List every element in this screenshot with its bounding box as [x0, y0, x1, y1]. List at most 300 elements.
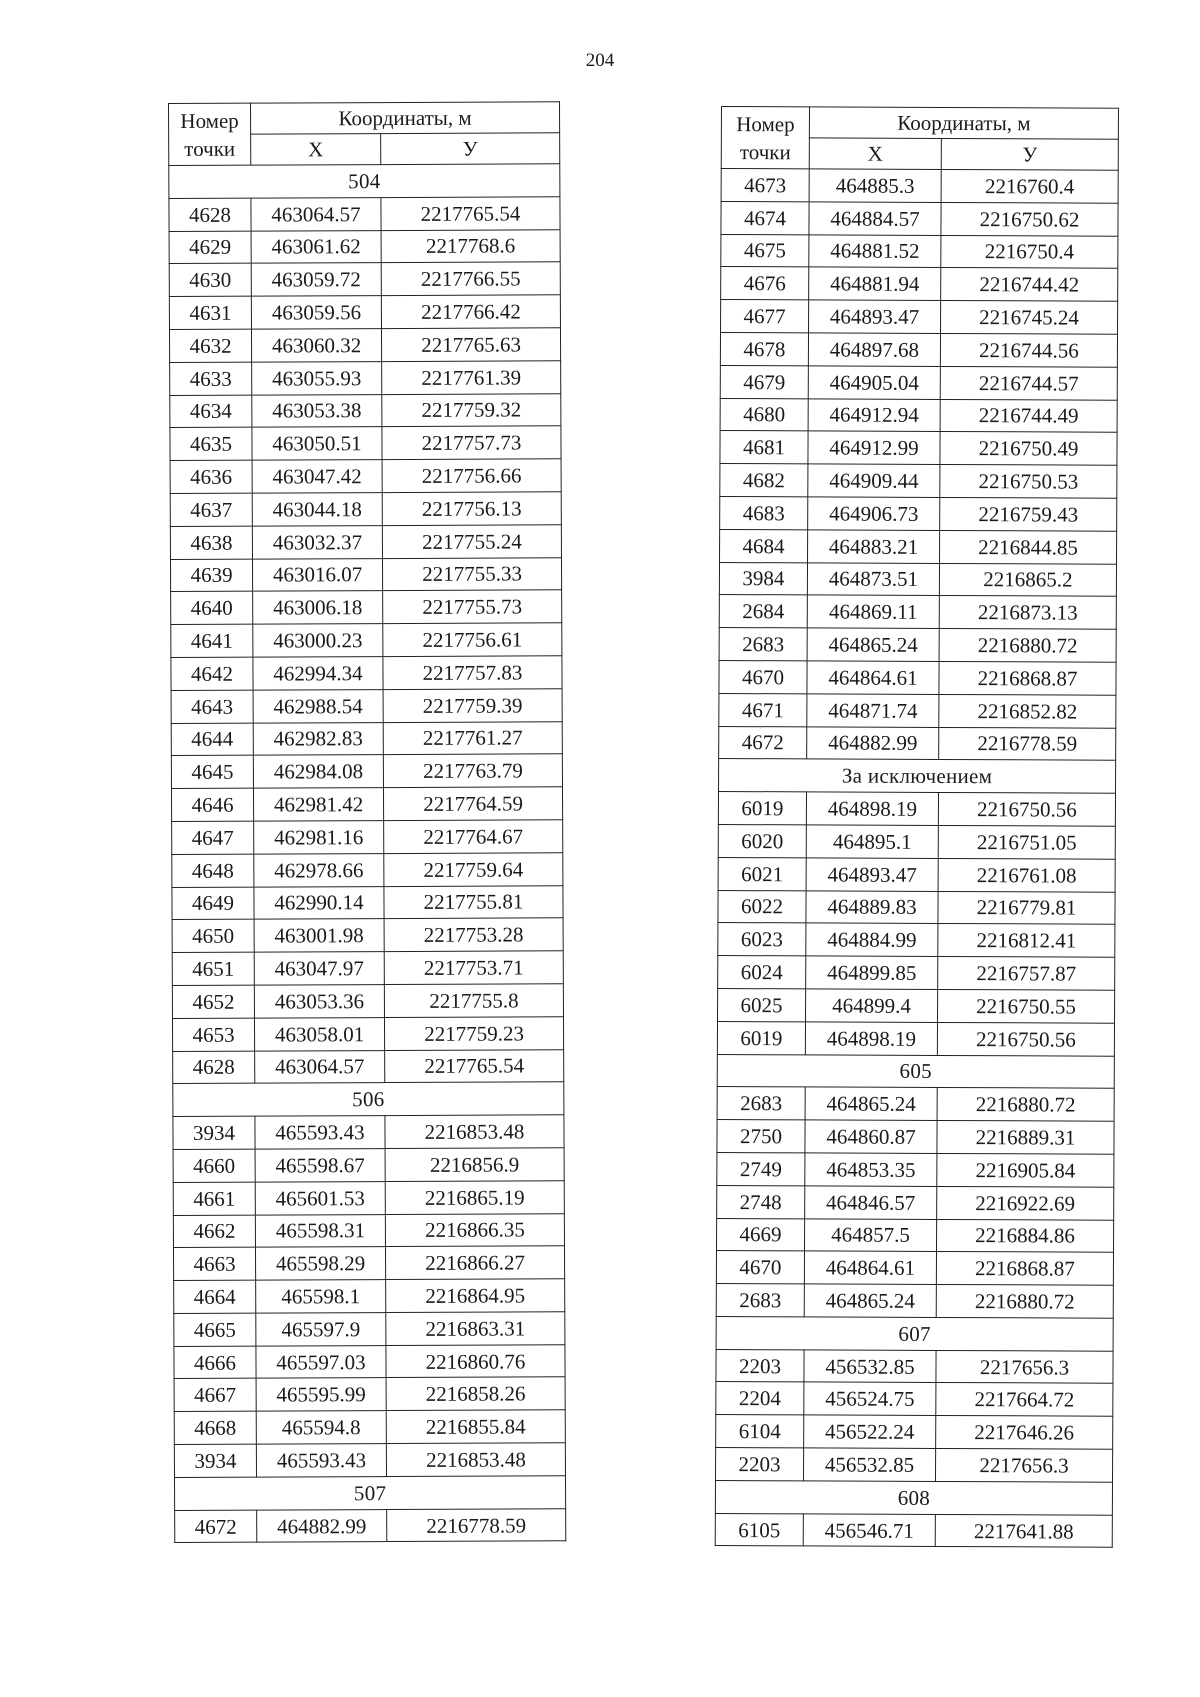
x-coordinate-cell: 465594.8	[256, 1411, 386, 1444]
y-coordinate-cell: 2217765.54	[385, 1049, 564, 1083]
point-number-cell: 4638	[170, 526, 252, 559]
point-number-cell: 2683	[719, 628, 807, 661]
point-number-cell: 4645	[171, 755, 253, 788]
x-coordinate-cell: 464893.47	[809, 300, 941, 333]
y-coordinate-cell: 2217656.3	[936, 1449, 1113, 1483]
header-coordinates: Координаты, м	[251, 102, 560, 134]
point-number-cell: 4664	[174, 1280, 256, 1313]
y-coordinate-cell: 2217755.24	[382, 525, 561, 559]
table-row	[720, 398, 1117, 433]
table-row	[174, 1377, 565, 1412]
point-number-cell: 4651	[172, 952, 254, 985]
y-coordinate-cell: 2216858.26	[386, 1377, 565, 1411]
header-point-number-line2: точки	[739, 139, 791, 164]
y-coordinate-cell: 2216745.24	[941, 301, 1118, 335]
point-number-cell: 4639	[170, 559, 252, 592]
x-coordinate-cell: 464893.47	[806, 858, 938, 891]
point-number-cell: 4676	[721, 267, 809, 300]
table-row	[173, 1246, 564, 1281]
coordinates-table-left	[168, 101, 566, 1543]
y-coordinate-cell: 2216761.08	[938, 858, 1115, 892]
y-coordinate-cell: 2216863.31	[386, 1312, 565, 1346]
table-row	[720, 365, 1117, 400]
point-number-cell: 4684	[720, 529, 808, 562]
section-row	[716, 1316, 1113, 1351]
x-coordinate-cell: 464898.19	[805, 1022, 937, 1055]
point-number-cell: 4629	[169, 231, 251, 264]
table-row	[171, 721, 562, 756]
y-coordinate-cell: 2216778.59	[387, 1508, 566, 1542]
table-row	[721, 169, 1118, 204]
y-coordinate-cell: 2217759.39	[383, 689, 562, 723]
table-row	[170, 492, 561, 527]
point-number-cell: 2750	[717, 1120, 805, 1153]
x-coordinate-cell: 464884.57	[809, 202, 941, 235]
table-row	[717, 1120, 1114, 1155]
table-row	[170, 525, 561, 560]
section-row	[715, 1480, 1112, 1515]
point-number-cell: 4633	[170, 362, 252, 395]
y-coordinate-cell: 2216750.56	[938, 793, 1115, 827]
x-coordinate-cell: 463061.62	[251, 230, 381, 263]
table-row	[716, 1415, 1113, 1450]
point-number-cell: 4635	[170, 428, 252, 461]
point-number-cell: 6025	[718, 988, 806, 1021]
table-body	[169, 164, 566, 1543]
table-row	[171, 656, 562, 691]
x-coordinate-cell: 463053.36	[254, 984, 384, 1017]
point-number-cell: 4670	[716, 1251, 804, 1284]
point-number-cell: 2748	[717, 1185, 805, 1218]
table-row	[169, 229, 560, 264]
y-coordinate-cell: 2217764.59	[383, 787, 562, 821]
x-coordinate-cell: 463059.56	[251, 296, 381, 329]
point-number-cell: 4632	[169, 329, 251, 362]
y-coordinate-cell: 2216880.72	[936, 1285, 1113, 1319]
table-row	[716, 1251, 1113, 1286]
header-x: X	[251, 134, 381, 166]
point-number-cell: 2683	[716, 1284, 804, 1317]
x-coordinate-cell: 464899.85	[806, 956, 938, 989]
y-coordinate-cell: 2217753.71	[384, 951, 563, 985]
y-coordinate-cell: 2216880.72	[937, 1088, 1114, 1122]
x-coordinate-cell: 464853.35	[805, 1153, 937, 1186]
point-number-cell: 4665	[174, 1313, 256, 1346]
point-number-cell: 6104	[716, 1415, 804, 1448]
x-coordinate-cell: 463000.23	[253, 624, 383, 657]
y-coordinate-cell: 2216864.95	[386, 1279, 565, 1313]
x-coordinate-cell: 464881.94	[809, 267, 941, 300]
y-coordinate-cell: 2217756.61	[383, 623, 562, 657]
table-row	[716, 1448, 1113, 1483]
y-coordinate-cell: 2216866.35	[385, 1213, 564, 1247]
point-number-cell: 4672	[175, 1510, 257, 1543]
table-row	[172, 853, 563, 888]
x-coordinate-cell: 462988.54	[253, 689, 383, 722]
y-coordinate-cell: 2216866.27	[385, 1246, 564, 1280]
x-coordinate-cell: 463064.57	[255, 1050, 385, 1083]
section-label: 607	[716, 1316, 1113, 1351]
table-row	[171, 590, 562, 625]
x-coordinate-cell: 465598.29	[255, 1247, 385, 1280]
table-row	[720, 529, 1117, 564]
y-coordinate-cell: 2217755.33	[382, 557, 561, 591]
x-coordinate-cell: 456546.71	[803, 1514, 935, 1547]
header-point-number-line1: Номер	[180, 108, 239, 133]
y-coordinate-cell: 2216865.2	[939, 563, 1116, 597]
y-coordinate-cell: 2216855.84	[386, 1410, 565, 1444]
y-coordinate-cell: 2216905.84	[937, 1153, 1114, 1187]
point-number-cell: 2203	[716, 1349, 804, 1382]
table-row	[172, 984, 563, 1019]
y-coordinate-cell: 2217761.27	[383, 721, 562, 755]
x-coordinate-cell: 462981.42	[253, 788, 383, 821]
y-coordinate-cell: 2216812.41	[938, 924, 1115, 958]
x-coordinate-cell: 456522.24	[804, 1415, 936, 1448]
y-coordinate-cell: 2217641.88	[935, 1514, 1112, 1548]
y-coordinate-cell: 2217757.73	[382, 426, 561, 460]
y-coordinate-cell: 2217764.67	[384, 820, 563, 854]
x-coordinate-cell: 463047.97	[254, 952, 384, 985]
table-row	[719, 562, 1116, 597]
y-coordinate-cell: 2216750.55	[938, 989, 1115, 1023]
x-coordinate-cell: 463001.98	[254, 919, 384, 952]
table-row	[171, 787, 562, 822]
header-point-number-line1: Номер	[736, 111, 795, 136]
table-row	[174, 1443, 565, 1478]
y-coordinate-cell: 2217766.55	[381, 262, 560, 296]
point-number-cell: 4650	[172, 919, 254, 952]
header-point-number-line2: точки	[184, 136, 236, 161]
point-number-cell: 4674	[721, 201, 809, 234]
point-number-cell: 4670	[719, 660, 807, 693]
table-row	[717, 1185, 1114, 1220]
table-row	[718, 923, 1115, 958]
y-coordinate-cell: 2216750.56	[937, 1022, 1114, 1056]
point-number-cell: 4671	[719, 693, 807, 726]
section-label: 504	[169, 164, 560, 199]
point-number-cell: 4642	[171, 657, 253, 690]
x-coordinate-cell: 465598.67	[255, 1148, 385, 1181]
point-number-cell: 2684	[719, 595, 807, 628]
x-coordinate-cell: 462982.83	[253, 722, 383, 755]
section-label: 506	[173, 1082, 564, 1117]
table-row	[718, 890, 1115, 925]
point-number-cell: 4681	[720, 431, 808, 464]
x-coordinate-cell: 464885.3	[809, 169, 941, 202]
x-coordinate-cell: 463059.72	[251, 263, 381, 296]
table-row	[173, 1049, 564, 1084]
y-coordinate-cell: 2216873.13	[939, 596, 1116, 630]
x-coordinate-cell: 462978.66	[254, 853, 384, 886]
y-coordinate-cell: 2216889.31	[937, 1121, 1114, 1155]
section-row	[717, 1054, 1114, 1089]
point-number-cell: 4662	[173, 1215, 255, 1248]
y-coordinate-cell: 2217759.23	[384, 1017, 563, 1051]
point-number-cell: 2203	[716, 1448, 804, 1481]
table-row	[170, 393, 561, 428]
point-number-cell: 4673	[721, 169, 809, 202]
point-number-cell: 4672	[719, 726, 807, 759]
table-row	[174, 1410, 565, 1445]
point-number-cell: 4678	[720, 332, 808, 365]
header-point-number	[721, 107, 809, 169]
y-coordinate-cell: 2217768.6	[381, 229, 560, 263]
x-coordinate-cell: 462990.14	[254, 886, 384, 919]
x-coordinate-cell: 463053.38	[252, 394, 382, 427]
point-number-cell: 4640	[171, 591, 253, 624]
table-row	[717, 1152, 1114, 1187]
table-row	[718, 988, 1115, 1023]
table-row	[169, 262, 560, 297]
x-coordinate-cell: 465595.99	[256, 1378, 386, 1411]
point-number-cell: 4660	[173, 1149, 255, 1182]
point-number-cell: 4644	[171, 723, 253, 756]
y-coordinate-cell: 2217761.39	[382, 361, 561, 395]
point-number-cell: 6023	[718, 923, 806, 956]
x-coordinate-cell: 465597.9	[256, 1312, 386, 1345]
table-row	[716, 1284, 1113, 1319]
table-row	[172, 885, 563, 920]
section-row	[719, 759, 1116, 794]
x-coordinate-cell: 464912.99	[808, 431, 940, 464]
point-number-cell: 6019	[717, 1021, 805, 1054]
point-number-cell: 4630	[169, 264, 251, 297]
table-row	[716, 1382, 1113, 1417]
y-coordinate-cell: 2216844.85	[940, 530, 1117, 564]
x-coordinate-cell: 464873.51	[807, 562, 939, 595]
x-coordinate-cell: 464906.73	[808, 497, 940, 530]
x-coordinate-cell: 463047.42	[252, 460, 382, 493]
table-row	[173, 1213, 564, 1248]
point-number-cell: 4628	[169, 198, 251, 231]
x-coordinate-cell: 463060.32	[251, 329, 381, 362]
y-coordinate-cell: 2217646.26	[936, 1416, 1113, 1450]
x-coordinate-cell: 464912.94	[808, 398, 940, 431]
y-coordinate-cell: 2216853.48	[385, 1115, 564, 1149]
x-coordinate-cell: 456532.85	[804, 1350, 936, 1383]
section-row	[169, 164, 560, 199]
y-coordinate-cell: 2217765.63	[381, 328, 560, 362]
table-row	[719, 595, 1116, 630]
x-coordinate-cell: 464860.87	[805, 1120, 937, 1153]
y-coordinate-cell: 2216744.42	[941, 268, 1118, 302]
x-coordinate-cell: 463055.93	[252, 361, 382, 394]
table-row	[170, 426, 561, 461]
table-row	[720, 464, 1117, 499]
x-coordinate-cell: 463064.57	[251, 197, 381, 230]
table-row	[175, 1508, 566, 1543]
table-row	[172, 918, 563, 953]
table-row	[717, 1021, 1114, 1056]
point-number-cell: 4677	[721, 300, 809, 333]
x-coordinate-cell: 465593.43	[255, 1116, 385, 1149]
point-number-cell: 4643	[171, 690, 253, 723]
table-row	[173, 1115, 564, 1150]
point-number-cell: 4682	[720, 464, 808, 497]
x-coordinate-cell: 464864.61	[807, 661, 939, 694]
point-number-cell: 2749	[717, 1152, 805, 1185]
y-coordinate-cell: 2216744.57	[940, 366, 1117, 400]
table-row	[720, 496, 1117, 531]
point-number-cell: 6024	[718, 956, 806, 989]
section-label: 605	[717, 1054, 1114, 1089]
point-number-cell: 4683	[720, 496, 808, 529]
x-coordinate-cell: 464895.1	[806, 825, 938, 858]
section-label: 608	[715, 1480, 1112, 1515]
y-coordinate-cell: 2217753.28	[384, 918, 563, 952]
x-coordinate-cell: 464882.99	[257, 1509, 387, 1542]
y-coordinate-cell: 2216778.59	[939, 727, 1116, 761]
x-coordinate-cell: 464897.68	[808, 333, 940, 366]
header-point-number	[169, 103, 251, 165]
x-coordinate-cell: 465598.1	[256, 1280, 386, 1313]
x-coordinate-cell: 464865.24	[804, 1284, 936, 1317]
x-coordinate-cell: 463032.37	[252, 525, 382, 558]
table-body	[715, 169, 1118, 1548]
point-number-cell: 6105	[715, 1513, 803, 1546]
table-row	[715, 1513, 1112, 1548]
table-row	[170, 459, 561, 494]
y-coordinate-cell: 2217756.13	[382, 492, 561, 526]
x-coordinate-cell: 464865.24	[807, 628, 939, 661]
y-coordinate-cell: 2216856.9	[385, 1148, 564, 1182]
x-coordinate-cell: 465601.53	[255, 1181, 385, 1214]
y-coordinate-cell: 2216751.05	[938, 825, 1115, 859]
point-number-cell: 4680	[720, 398, 808, 431]
y-coordinate-cell: 2217756.66	[382, 459, 561, 493]
point-number-cell: 4646	[171, 788, 253, 821]
table-row	[172, 1017, 563, 1052]
x-coordinate-cell: 464905.04	[808, 366, 940, 399]
header-coordinates: Координаты, м	[809, 107, 1118, 139]
x-coordinate-cell: 464864.61	[804, 1251, 936, 1284]
point-number-cell: 4666	[174, 1346, 256, 1379]
y-coordinate-cell: 2217664.72	[936, 1383, 1113, 1417]
x-coordinate-cell: 464857.5	[805, 1218, 937, 1251]
point-number-cell: 4631	[169, 296, 251, 329]
y-coordinate-cell: 2216880.72	[939, 629, 1116, 663]
point-number-cell: 4679	[720, 365, 808, 398]
table-row	[719, 693, 1116, 728]
x-coordinate-cell: 456524.75	[804, 1382, 936, 1415]
table-row	[719, 628, 1116, 663]
table-row	[719, 726, 1116, 761]
point-number-cell: 4636	[170, 460, 252, 493]
table-row	[169, 295, 560, 330]
table-row	[721, 267, 1118, 302]
table-row	[170, 557, 561, 592]
table-row	[716, 1349, 1113, 1384]
point-number-cell: 4667	[174, 1379, 256, 1412]
table-row	[169, 328, 560, 363]
table-row	[171, 754, 562, 789]
section-label: За исключением	[719, 759, 1116, 794]
table-row	[174, 1279, 565, 1314]
x-coordinate-cell: 463016.07	[252, 558, 382, 591]
point-number-cell: 4663	[173, 1247, 255, 1280]
x-coordinate-cell: 456532.85	[804, 1448, 936, 1481]
y-coordinate-cell: 2217759.32	[382, 393, 561, 427]
point-number-cell: 3934	[174, 1444, 256, 1477]
x-coordinate-cell: 463044.18	[252, 493, 382, 526]
y-coordinate-cell: 2217755.8	[384, 984, 563, 1018]
table-row	[718, 824, 1115, 859]
y-coordinate-cell: 2216779.81	[938, 891, 1115, 925]
table-row	[169, 197, 560, 232]
point-number-cell: 4653	[172, 1018, 254, 1051]
table-row	[720, 332, 1117, 367]
point-number-cell: 4661	[173, 1182, 255, 1215]
section-label: 507	[174, 1476, 565, 1511]
x-coordinate-cell: 463050.51	[252, 427, 382, 460]
table-row	[718, 956, 1115, 991]
table-row	[174, 1344, 565, 1379]
x-coordinate-cell: 464884.99	[806, 923, 938, 956]
x-coordinate-cell: 464846.57	[805, 1186, 937, 1219]
y-coordinate-cell: 2216744.56	[940, 333, 1117, 367]
table-row	[721, 234, 1118, 269]
x-coordinate-cell: 464882.99	[807, 726, 939, 759]
point-number-cell: 3934	[173, 1116, 255, 1149]
x-coordinate-cell: 464909.44	[808, 464, 940, 497]
point-number-cell: 4628	[173, 1051, 255, 1084]
table-row	[172, 951, 563, 986]
section-row	[173, 1082, 564, 1117]
y-coordinate-cell: 2216750.4	[941, 235, 1118, 269]
table-row	[173, 1180, 564, 1215]
y-coordinate-cell: 2216852.82	[939, 694, 1116, 728]
x-coordinate-cell: 464869.11	[807, 595, 939, 628]
point-number-cell: 2683	[717, 1087, 805, 1120]
y-coordinate-cell: 2217763.79	[383, 754, 562, 788]
y-coordinate-cell: 2217656.3	[936, 1350, 1113, 1384]
point-number-cell: 6022	[718, 890, 806, 923]
section-row	[174, 1476, 565, 1511]
table-row	[173, 1148, 564, 1183]
table-row	[174, 1312, 565, 1347]
point-number-cell: 4637	[170, 493, 252, 526]
x-coordinate-cell: 463058.01	[254, 1017, 384, 1050]
x-coordinate-cell: 464881.52	[809, 234, 941, 267]
x-coordinate-cell: 465593.43	[256, 1444, 386, 1477]
y-coordinate-cell: 2216759.43	[940, 497, 1117, 531]
page-number: 204	[585, 50, 615, 71]
y-coordinate-cell: 2216760.4	[941, 169, 1118, 203]
table-row	[717, 1218, 1114, 1253]
x-coordinate-cell: 463006.18	[253, 591, 383, 624]
y-coordinate-cell: 2217757.83	[383, 656, 562, 690]
point-number-cell: 4647	[172, 821, 254, 854]
y-coordinate-cell: 2217759.64	[384, 853, 563, 887]
y-coordinate-cell: 2216750.62	[941, 202, 1118, 236]
point-number-cell: 4648	[172, 854, 254, 887]
x-coordinate-cell: 462981.16	[254, 821, 384, 854]
y-coordinate-cell: 2216744.49	[940, 399, 1117, 433]
point-number-cell: 6019	[718, 792, 806, 825]
point-number-cell: 4634	[170, 395, 252, 428]
y-coordinate-cell: 2216868.87	[936, 1252, 1113, 1286]
y-coordinate-cell: 2216868.87	[939, 661, 1116, 695]
table-row	[719, 660, 1116, 695]
x-coordinate-cell: 464871.74	[807, 694, 939, 727]
y-coordinate-cell: 2216750.49	[940, 432, 1117, 466]
table-row	[717, 1087, 1114, 1122]
point-number-cell: 4668	[174, 1411, 256, 1444]
x-coordinate-cell: 465598.31	[255, 1214, 385, 1247]
y-coordinate-cell: 2217755.81	[384, 885, 563, 919]
y-coordinate-cell: 2217755.73	[383, 590, 562, 624]
